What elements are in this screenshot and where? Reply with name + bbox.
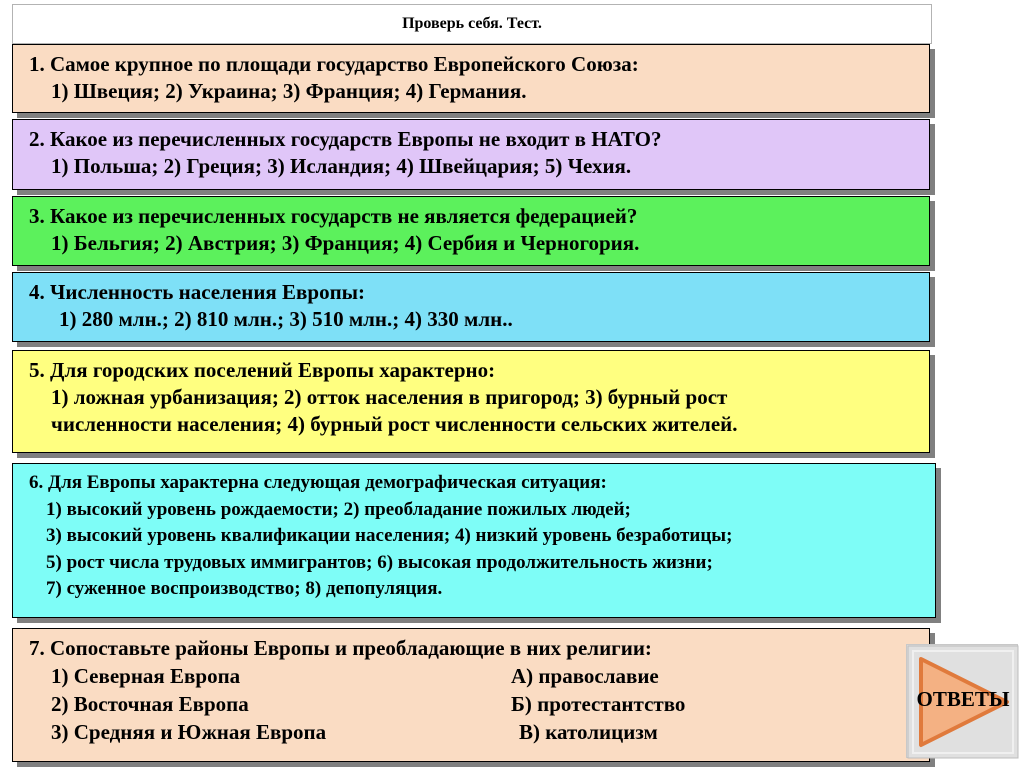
question-options: численности населения; 4) бурный рост численности сельских жителей. xyxy=(51,412,738,436)
question-text: 2. Какое из перечисленных государств Европы не входит в НАТО? xyxy=(29,127,662,151)
question-2-box xyxy=(12,119,930,190)
question-options: 3) высокий уровень квалификации населения; 4) низкий уровень безработицы; xyxy=(46,525,733,546)
religion-item: Б) протестантство xyxy=(511,692,686,716)
question-text: 6. Для Европы характерна следующая демографическая ситуация: xyxy=(29,472,607,493)
answers-button[interactable] xyxy=(906,644,1018,758)
region-item: 2) Восточная Европа xyxy=(51,692,249,716)
question-text: 5. Для городских поселений Европы характерно: xyxy=(29,358,496,382)
region-item: 3) Средняя и Южная Европа xyxy=(51,720,327,744)
question-options: 7) суженное воспроизводство; 8) депопуляция. xyxy=(46,578,443,599)
question-options: 5) рост числа трудовых иммигрантов; 6) высокая продолжительность жизни; xyxy=(46,551,713,573)
question-options: 1) Швеция; 2) Украина; 3) Франция; 4) Германия. xyxy=(51,79,527,103)
question-options: 1) Польша; 2) Греция; 3) Исландия; 4) Швейцария; 5) Чехия. xyxy=(51,154,632,178)
match-row xyxy=(29,718,929,746)
question-1-box xyxy=(12,44,930,113)
question-5-box xyxy=(12,350,930,453)
question-6-box xyxy=(12,463,936,618)
question-options: 1) высокий уровень рождаемости; 2) преобладание пожилых людей; xyxy=(46,498,631,520)
religion-item: А) православие xyxy=(511,664,659,688)
question-3-box xyxy=(12,196,930,266)
page-title: Проверь себя. Тест. xyxy=(12,4,932,44)
question-4-box xyxy=(12,272,930,342)
match-row xyxy=(29,662,929,690)
answers-button-label: ОТВЕТЫ xyxy=(916,687,1010,711)
region-item: 1) Северная Европа xyxy=(51,664,241,688)
question-text: 1. Самое крупное по площади государство Европейского Союза: xyxy=(29,52,639,76)
religion-item: В) католицизм xyxy=(519,720,658,744)
question-7-box xyxy=(12,628,930,762)
question-text: 7. Сопоставьте районы Европы и преобладающие в них религии: xyxy=(29,636,652,660)
question-options: 1) 280 млн.; 2) 810 млн.; 3) 510 млн.; 4) 330 млн.. xyxy=(59,307,513,331)
question-options: 1) ложная урбанизация; 2) отток населения в пригород; 3) бурный рост xyxy=(51,385,728,409)
question-text: 3. Какое из перечисленных государств не является федерацией? xyxy=(29,204,638,228)
match-row xyxy=(29,690,929,718)
question-text: 4. Численность населения Европы: xyxy=(29,280,366,304)
question-options: 1) Бельгия; 2) Австрия; 3) Франция; 4) Сербия и Черногория. xyxy=(51,231,640,255)
